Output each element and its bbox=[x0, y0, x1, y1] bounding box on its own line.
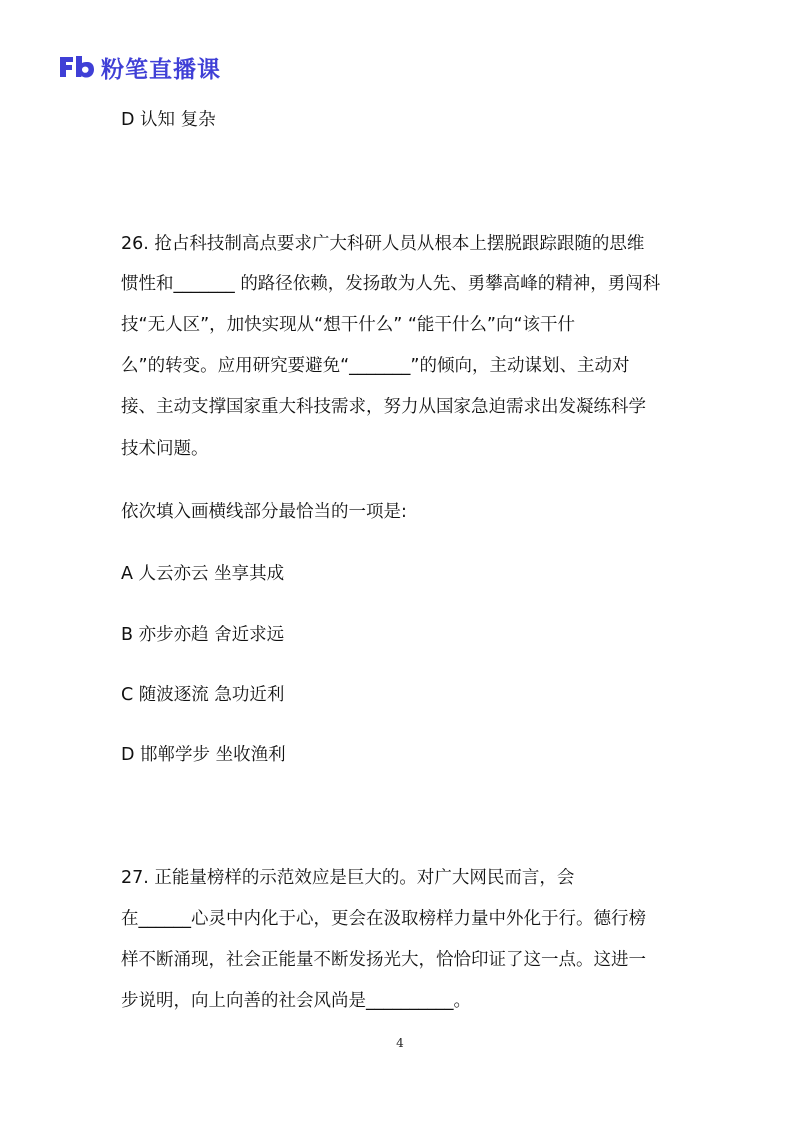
q27-line-4: 步说明，向上向善的社会风尚是__________。 bbox=[121, 991, 471, 1011]
q26-line-5: 接、主动支撑国家重大科技需求，努力从国家急迫需求出发凝练科学 bbox=[121, 397, 646, 417]
q26-option-b: B 亦步亦趋 舍近求远 bbox=[121, 625, 285, 645]
fb-logo-icon bbox=[57, 54, 95, 80]
q27-line-3: 样不断涌现，社会正能量不断发扬光大，恰恰印证了这一点。这进一 bbox=[121, 950, 646, 970]
q26-option-c: C 随波逐流 急功近利 bbox=[121, 685, 285, 705]
q26-option-d: D 邯郸学步 坐收渔利 bbox=[121, 745, 286, 765]
q26-line-1: 26. 抢占科技制高点要求广大科研人员从根本上摆脱跟踪跟随的思维 bbox=[121, 234, 645, 254]
q27-line-2: 在______心灵中内化于心，更会在汲取榜样力量中外化于行。德行榜 bbox=[121, 909, 646, 929]
q26-line-6: 技术问题。 bbox=[121, 439, 209, 459]
q26-line-3: 技“无人区”，加快实现从“想干什么” “能干什么”向“该干什 bbox=[121, 315, 576, 335]
page-number: 4 bbox=[396, 1036, 404, 1050]
q26-option-a: A 人云亦云 坐享其成 bbox=[121, 564, 285, 584]
q27-line-1: 27. 正能量榜样的示范效应是巨大的。对广大网民而言，会 bbox=[121, 868, 575, 888]
q26-line-4: 么”的转变。应用研究要避免“_______”的倾向，主动谋划、主动对 bbox=[121, 356, 630, 376]
prev-option-d: D 认知 复杂 bbox=[121, 110, 216, 130]
brand-logo bbox=[57, 52, 221, 82]
q26-line-2: 惯性和_______ 的路径依赖，发扬敢为人先、勇攀高峰的精神，勇闯科 bbox=[121, 274, 661, 294]
q26-prompt: 依次填入画横线部分最恰当的一项是: bbox=[121, 502, 407, 522]
brand-name: 粉笔直播课 bbox=[101, 56, 221, 83]
